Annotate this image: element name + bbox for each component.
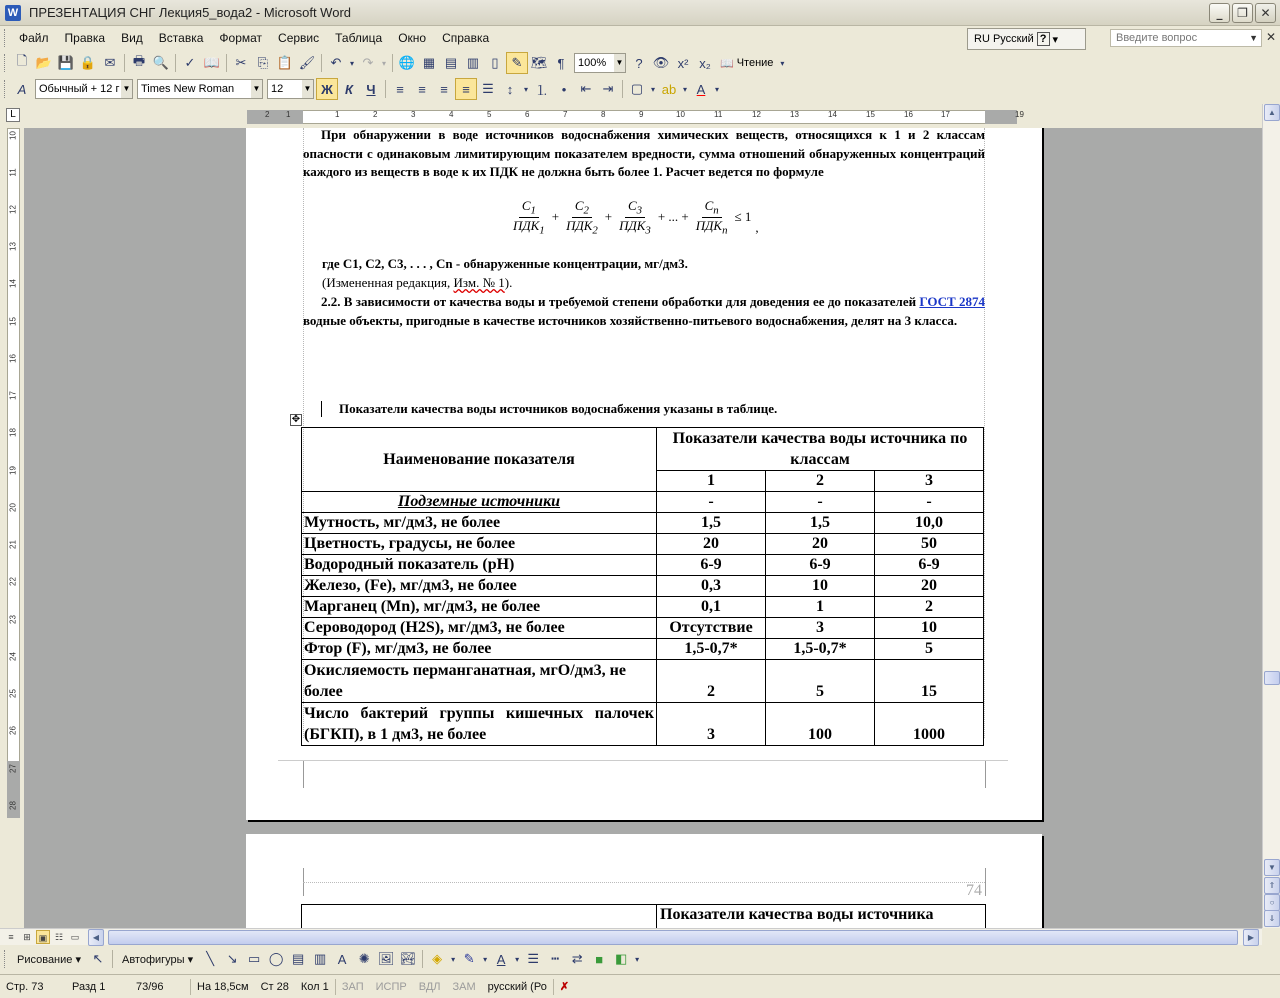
table-cell: 0,1	[657, 597, 766, 618]
ruler-number: 19	[8, 466, 18, 475]
formula-subscript: 2	[583, 204, 589, 217]
document-map-icon[interactable]: 🗺	[530, 55, 548, 70]
table-caption[interactable]: Показатели качества воды источников водоснабжения указаны в таблице.	[321, 401, 981, 417]
ruler-number: 7	[563, 110, 568, 119]
crop-mark	[985, 760, 986, 788]
hyperlink-icon[interactable]: 🌐	[398, 55, 416, 70]
chevron-down-icon[interactable]: ▾	[523, 84, 528, 94]
chevron-down-icon[interactable]: ▼	[121, 80, 132, 98]
status-page: Стр. 73	[6, 980, 44, 993]
table-cell: 50	[875, 534, 984, 555]
maximize-button[interactable]: ❐	[1232, 3, 1253, 23]
diagram-icon[interactable]: ✺	[358, 951, 370, 966]
formula-c1: C	[521, 198, 531, 213]
table-row	[302, 660, 984, 703]
increase-indent-icon[interactable]: ⇥	[602, 81, 614, 96]
insert-excel-icon[interactable]: ▥	[466, 55, 480, 70]
document-close-icon[interactable]: ✕	[1266, 30, 1277, 44]
crop-mark	[303, 760, 304, 788]
table-row	[302, 597, 984, 618]
reading-label: Чтение	[736, 57, 774, 69]
ruler-number: 20	[8, 503, 18, 512]
ruler-number: 3	[411, 110, 416, 119]
draw-menu[interactable]: Рисование ▾	[17, 953, 81, 966]
format-painter-icon[interactable]: 🖌	[298, 55, 316, 70]
arrow-style-icon[interactable]: ⇄	[571, 951, 583, 966]
print-layout-icon[interactable]: ▣	[36, 930, 50, 944]
ruler-number: 24	[8, 652, 18, 661]
highlight-icon[interactable]: ab	[661, 81, 677, 97]
browse-object-icon[interactable]: ○	[1264, 894, 1280, 911]
picture-icon[interactable]: 🏞	[399, 951, 417, 966]
table-cell: 20	[766, 534, 875, 555]
columns-icon[interactable]: ▯	[491, 55, 499, 70]
table-cell-name: Сероводород (H2S), мг/дм3, не более	[302, 618, 657, 639]
chevron-down-icon[interactable]: ▼	[251, 80, 262, 98]
reading-view-icon[interactable]: ▭	[70, 932, 80, 942]
formula-c2: C	[574, 198, 584, 213]
table-row	[302, 534, 984, 555]
insert-table-icon[interactable]: ▤	[444, 55, 458, 70]
standard-toolbar	[0, 50, 1280, 76]
menu-table[interactable]: Таблица	[335, 31, 383, 45]
page-number: 74	[966, 882, 982, 899]
redo-icon[interactable]: ↷	[362, 55, 374, 70]
formula-comma: ,	[755, 220, 759, 236]
table-cell-name: Водородный показатель (рН)	[302, 555, 657, 576]
align-left-icon[interactable]: ≡	[396, 81, 404, 97]
table-cell: 100	[766, 703, 875, 746]
scroll-left-icon[interactable]: ◀	[88, 929, 104, 946]
menu-file[interactable]: Файл	[19, 31, 49, 45]
distributed-icon[interactable]: ☰	[482, 81, 494, 96]
status-rec[interactable]: ЗАП	[341, 980, 364, 993]
chevron-down-icon[interactable]: ▾	[451, 954, 456, 964]
book-icon: 📖	[720, 57, 734, 70]
ruler-number: 23	[8, 615, 18, 624]
formula-den: ПДК	[566, 217, 593, 233]
oval-icon[interactable]: ◯	[268, 951, 284, 966]
ruler-number: 26	[8, 726, 18, 735]
toolbar-grip[interactable]	[4, 54, 7, 72]
ruler-number: 4	[449, 110, 454, 119]
chevron-down-icon[interactable]: ▾	[515, 954, 520, 964]
ruler-number: 5	[487, 110, 492, 119]
permission-icon[interactable]: 🔒	[79, 55, 97, 70]
chevron-down-icon[interactable]: ▼	[302, 80, 313, 98]
menu-insert[interactable]: Вставка	[158, 31, 204, 45]
table-cell: 15	[875, 660, 984, 703]
header-boundary	[303, 882, 985, 883]
font-value: Times New Roman	[141, 83, 235, 95]
edit-note-suffix: ).	[504, 275, 513, 290]
table-cell: 6-9	[766, 555, 875, 576]
font-size-select[interactable]	[267, 79, 314, 99]
edit-note[interactable]	[303, 274, 985, 293]
table-cell-name: Фтор (F), мг/дм3, не более	[302, 639, 657, 660]
email-icon[interactable]: ✉	[104, 55, 116, 70]
table-cell-name: Число бактерий группы кишечных палочек (БГКП), в 1 дм3, не более	[302, 703, 657, 746]
table-cell: 0,3	[657, 576, 766, 597]
bold-button[interactable]: Ж	[316, 78, 338, 100]
ruler-number: 10	[8, 131, 18, 140]
copy-icon[interactable]: ⎘	[257, 55, 269, 70]
fill-color-icon[interactable]: ◈	[432, 951, 443, 966]
zoom-select[interactable]	[574, 53, 626, 73]
table-cell: 10	[875, 618, 984, 639]
status-at: На 18,5см	[197, 980, 249, 993]
ruler-number: 17	[941, 110, 950, 119]
header-class-3: 3	[875, 471, 984, 492]
borders-icon[interactable]: ▢	[630, 81, 644, 96]
table-continuation	[301, 904, 986, 928]
align-center-icon[interactable]: ≡	[418, 81, 426, 97]
ruler-number: 14	[828, 110, 837, 119]
language-bar[interactable]	[967, 28, 1086, 50]
water-quality-table[interactable]	[301, 427, 984, 746]
table-row	[302, 703, 984, 746]
toolbar-grip[interactable]	[4, 29, 7, 47]
previous-page-icon[interactable]: ⇑	[1264, 877, 1280, 894]
formula-subscript: 3	[636, 204, 643, 217]
3d-style-icon[interactable]: ◧	[614, 951, 628, 966]
ask-question-placeholder: Введите вопрос	[1116, 32, 1198, 44]
status-trk[interactable]: ИСПР	[375, 980, 407, 993]
table-cell: -	[657, 492, 766, 513]
tab-selector-icon[interactable]: L	[6, 108, 20, 122]
title-bar	[0, 0, 1280, 26]
table-cell-name: Окисляемость перманганатная, мгО/дм3, не более	[302, 660, 657, 703]
table-cell: 10	[766, 576, 875, 597]
toolbar-options-icon[interactable]: ▾	[780, 58, 785, 68]
ruler-number: 12	[8, 205, 18, 214]
table-cell: 5	[875, 639, 984, 660]
formula-c3: C	[627, 198, 637, 213]
spelling-icon[interactable]: ✓	[184, 55, 196, 70]
ruler-number: 21	[8, 540, 18, 549]
table-move-handle-icon[interactable]: ✥	[291, 414, 301, 425]
formula-subscript: 1	[530, 204, 536, 217]
table-cell: 1000	[875, 703, 984, 746]
ruler-number: 17	[8, 391, 18, 400]
new-document-icon[interactable]: 🗋	[16, 53, 28, 68]
document-workspace[interactable]	[24, 128, 1262, 928]
formula-dots: + ... +	[657, 209, 689, 225]
font-color-icon[interactable]: A	[496, 951, 506, 967]
cut-icon[interactable]: ✂	[235, 55, 247, 70]
textbox-icon[interactable]: ▤	[291, 951, 305, 966]
print-preview-icon[interactable]: 🔍	[152, 55, 170, 70]
table-cell-name: Цветность, градусы, не более	[302, 534, 657, 555]
underline-button[interactable]: Ч	[366, 81, 376, 97]
eye-icon[interactable]: 👁	[652, 55, 670, 70]
font-size-value: 12	[271, 83, 284, 95]
shadow-icon[interactable]: ■	[595, 951, 604, 967]
next-page-icon[interactable]: ⇓	[1264, 910, 1280, 927]
justify-icon[interactable]: ≡	[455, 78, 477, 100]
where-line[interactable]: где C1, C2, C3, . . . , Cn - обнаруженные концентрации, мг/дм3.	[322, 256, 688, 271]
paste-icon[interactable]: 📋	[276, 55, 294, 70]
vertical-ruler[interactable]	[0, 128, 24, 928]
chevron-down-icon[interactable]: ▾	[650, 84, 655, 94]
chevron-down-icon[interactable]: ▾	[1052, 33, 1059, 46]
formatting-toolbar	[0, 76, 1280, 102]
tables-borders-icon[interactable]: ▦	[422, 55, 436, 70]
header-class-1: 1	[657, 471, 766, 492]
table-cell: 1,5	[766, 513, 875, 534]
help-icon[interactable]: ?	[635, 55, 643, 71]
spelling-status-icon[interactable]: ✗	[559, 981, 570, 993]
line-color-icon[interactable]: ✎	[463, 951, 475, 966]
undo-icon[interactable]: ↶	[330, 55, 342, 70]
ruler-number: 2	[265, 110, 270, 119]
status-ovr[interactable]: ЗАМ	[452, 980, 476, 993]
scroll-thumb[interactable]	[108, 930, 1238, 945]
print-icon[interactable]: 🖶	[132, 53, 146, 68]
scroll-right-icon[interactable]: ▶	[1243, 929, 1259, 946]
status-line: Ст 28	[260, 980, 289, 993]
ruler-number: 16	[904, 110, 913, 119]
window-title: ПРЕЗЕНТАЦИЯ СНГ Лекция5_вода2 - Microsoft Word	[29, 5, 352, 20]
research-icon[interactable]: 📖	[203, 55, 221, 70]
ruler-number: 12	[752, 110, 761, 119]
formula-subscript: 3	[645, 224, 651, 237]
vertical-textbox-icon[interactable]: ▥	[313, 951, 327, 966]
gost-link[interactable]: ГОСТ 2874	[919, 294, 986, 309]
web-view-icon[interactable]: ⊞	[23, 932, 31, 942]
status-ext[interactable]: ВДЛ	[418, 980, 441, 993]
table-cell: 20	[875, 576, 984, 597]
ruler-number: 15	[866, 110, 875, 119]
line-icon[interactable]: ╲	[206, 951, 215, 966]
horizontal-scrollbar[interactable]	[0, 928, 1262, 945]
ruler-number: 13	[8, 242, 18, 251]
table-row	[302, 618, 984, 639]
menu-edit[interactable]: Правка	[64, 31, 106, 45]
ruler-number: 2	[373, 110, 378, 119]
header-class-2: 2	[766, 471, 875, 492]
table-cell: 3	[657, 703, 766, 746]
document-page[interactable]	[246, 834, 1042, 928]
ruler-number: 13	[790, 110, 799, 119]
table-cell: -	[766, 492, 875, 513]
formula-subscript: 1	[539, 224, 545, 237]
normal-view-icon[interactable]: ≡	[8, 932, 14, 942]
header-name: Наименование показателя	[302, 428, 657, 492]
crop-mark	[278, 760, 1008, 761]
table-cell: 1,5-0,7*	[657, 639, 766, 660]
paragraph-text: 2.2. В зависимости от качества воды и требуемой степени обработки для доведения ее до показателей	[321, 294, 920, 309]
paragraph-classes[interactable]	[303, 293, 985, 330]
status-language: русский (Ро	[487, 980, 547, 993]
edit-note-link[interactable]: Изм. № 1	[453, 275, 505, 290]
table-cell: 5	[766, 660, 875, 703]
toolbar-options-icon[interactable]: ▾	[635, 954, 640, 964]
formula-den: ПДК	[619, 217, 646, 233]
reading-layout-button[interactable]	[716, 57, 777, 70]
chevron-down-icon[interactable]: ▾	[714, 84, 719, 94]
line-spacing-icon[interactable]: ↕	[506, 81, 514, 97]
ruler-number: 25	[8, 689, 18, 698]
formula-cn: C	[704, 198, 714, 213]
chevron-down-icon[interactable]: ▾	[682, 84, 687, 94]
formula-subscript: n	[722, 224, 728, 237]
styles-icon[interactable]: A	[17, 81, 27, 97]
horizontal-ruler[interactable]	[0, 104, 1280, 128]
superscript-icon[interactable]: x²	[677, 55, 689, 71]
line-style-icon[interactable]: ☰	[527, 951, 539, 966]
table-cell: 1,5	[657, 513, 766, 534]
arrow-icon[interactable]: ↘	[226, 951, 238, 966]
menu-view[interactable]: Вид	[121, 31, 143, 45]
outline-view-icon[interactable]: ☷	[54, 932, 64, 942]
ask-question-input[interactable]	[1110, 29, 1262, 47]
font-color-icon[interactable]: A	[696, 81, 706, 97]
font-select[interactable]	[137, 79, 263, 99]
formula-subscript: n	[713, 204, 719, 217]
ruler-number: 15	[8, 317, 18, 326]
ruler-number: 1	[335, 110, 340, 119]
paragraph-hazard[interactable]	[303, 128, 985, 182]
formula-plus: +	[551, 209, 560, 225]
menu-bar	[0, 26, 1280, 50]
vertical-scrollbar[interactable]	[1262, 104, 1280, 928]
drawing-toolbar	[0, 946, 1280, 972]
table-cell: 2	[657, 660, 766, 703]
status-pages: 73/96	[136, 980, 164, 993]
ruler-number: 19	[1015, 110, 1024, 119]
menu-format[interactable]: Формат	[219, 31, 263, 45]
table-row	[302, 513, 984, 534]
toolbar-grip[interactable]	[4, 80, 7, 98]
crop-mark	[985, 868, 986, 896]
ruler-number: 16	[8, 354, 18, 363]
table-cell: 10,0	[875, 513, 984, 534]
status-bar	[0, 974, 1280, 998]
menu-help[interactable]: Справка	[442, 31, 490, 45]
ruler-number: 6	[525, 110, 530, 119]
zoom-value: 100%	[578, 57, 607, 69]
paragraph-text: водные объекты, пригодные в качестве источников хозяйственно-питьевого водоснабжения, делят на 3 класса.	[303, 312, 958, 328]
show-hide-icon[interactable]: ¶	[557, 55, 565, 71]
word-icon: W	[5, 5, 21, 21]
table-cell-name: Железо, (Fe), мг/дм3, не более	[302, 576, 657, 597]
table-row	[302, 576, 984, 597]
table-row	[302, 639, 984, 660]
formula-den: ПДК	[695, 217, 723, 233]
save-icon[interactable]: 💾	[57, 55, 75, 70]
ruler-number: 11	[714, 110, 723, 119]
section-underground: Подземные источники	[302, 492, 657, 513]
table-cell-name: Марганец (Mn), мг/дм3, не более	[302, 597, 657, 618]
scroll-down-icon[interactable]: ▼	[1264, 859, 1280, 876]
numbering-icon[interactable]: ⒈	[535, 82, 549, 98]
status-section: Разд 1	[72, 980, 106, 993]
formula-le: ≤ 1	[734, 209, 752, 225]
ruler-number: 18	[8, 428, 18, 437]
ruler-number: 10	[676, 110, 685, 119]
bullets-icon[interactable]: •	[561, 81, 567, 97]
help-icon[interactable]: ?	[1037, 32, 1050, 46]
chevron-down-icon[interactable]: ▾	[381, 58, 386, 68]
table-cell: 3	[766, 618, 875, 639]
ruler-number: 28	[8, 801, 18, 810]
wordart-icon[interactable]: A	[337, 951, 347, 967]
formula-subscript: 2	[592, 224, 598, 237]
table-cell: Отсутствие	[657, 618, 766, 639]
ruler-number: 9	[639, 110, 644, 119]
ruler-number: 27	[8, 764, 18, 773]
drawing-icon[interactable]: ✎	[506, 52, 528, 74]
dash-style-icon[interactable]: ┅	[551, 951, 560, 966]
formula-den: ПДК	[513, 217, 540, 233]
select-objects-icon[interactable]: ↖	[92, 951, 104, 966]
italic-button[interactable]: К	[345, 81, 353, 97]
rectangle-icon[interactable]: ▭	[247, 951, 261, 966]
toolbar-grip[interactable]	[4, 950, 7, 968]
subscript-icon[interactable]: x₂	[699, 55, 711, 71]
style-value: Обычный + 12 г	[39, 83, 120, 95]
table-header-continued: Показатели качества воды источника	[660, 906, 934, 923]
minimize-button[interactable]: _	[1209, 3, 1230, 23]
ruler-number: 11	[8, 168, 18, 177]
menu-tools[interactable]: Сервис	[278, 31, 320, 45]
align-right-icon[interactable]: ≡	[440, 81, 448, 97]
table-cell: -	[875, 492, 984, 513]
clipart-icon[interactable]: 🖼	[377, 951, 395, 966]
open-icon[interactable]: 📂	[35, 55, 53, 70]
table-cell: 20	[657, 534, 766, 555]
table-cell: 6-9	[657, 555, 766, 576]
scroll-thumb[interactable]	[1264, 671, 1280, 685]
document-page[interactable]	[246, 128, 1042, 820]
paragraph-text: При обнаружении в воде источников водоснабжения химических веществ, относящихся к 1 и 2 классам опасности с одинаковым лимитирующим показателем вредности, сумма отношений обнаруженных концентраций каждого из веществ в воде к их ПДК не должна быть более 1. Расчет ведется по формуле	[303, 128, 985, 179]
chevron-down-icon[interactable]: ▾	[349, 58, 354, 68]
ruler-number: 14	[8, 279, 18, 288]
table-cell: 6-9	[875, 555, 984, 576]
table-row	[302, 555, 984, 576]
ruler-number: 1	[286, 110, 291, 119]
language-label: RU Русский	[974, 33, 1034, 45]
style-select[interactable]	[35, 79, 133, 99]
chevron-down-icon[interactable]: ▼	[614, 54, 625, 72]
ruler-number: 8	[601, 110, 606, 119]
ruler-number: 22	[8, 577, 18, 586]
formula-plus: +	[604, 209, 613, 225]
decrease-indent-icon[interactable]: ⇤	[580, 81, 592, 96]
formula	[510, 198, 759, 236]
close-button[interactable]: ✕	[1255, 3, 1276, 23]
chevron-down-icon[interactable]: ▼	[1249, 33, 1258, 43]
menu-window[interactable]: Окно	[398, 31, 427, 45]
table-cell-name: Мутность, мг/дм3, не более	[302, 513, 657, 534]
edit-note-prefix: (Измененная редакция,	[322, 275, 454, 290]
table-cell: 2	[875, 597, 984, 618]
header-group: Показатели качества воды источника по классам	[657, 428, 984, 471]
chevron-down-icon[interactable]: ▾	[483, 954, 488, 964]
table-cell: 1,5-0,7*	[766, 639, 875, 660]
scroll-up-icon[interactable]: ▲	[1264, 104, 1280, 121]
autoshapes-menu[interactable]: Автофигуры ▾	[121, 953, 194, 966]
table-cell: 1	[766, 597, 875, 618]
status-column: Кол 1	[300, 980, 329, 993]
